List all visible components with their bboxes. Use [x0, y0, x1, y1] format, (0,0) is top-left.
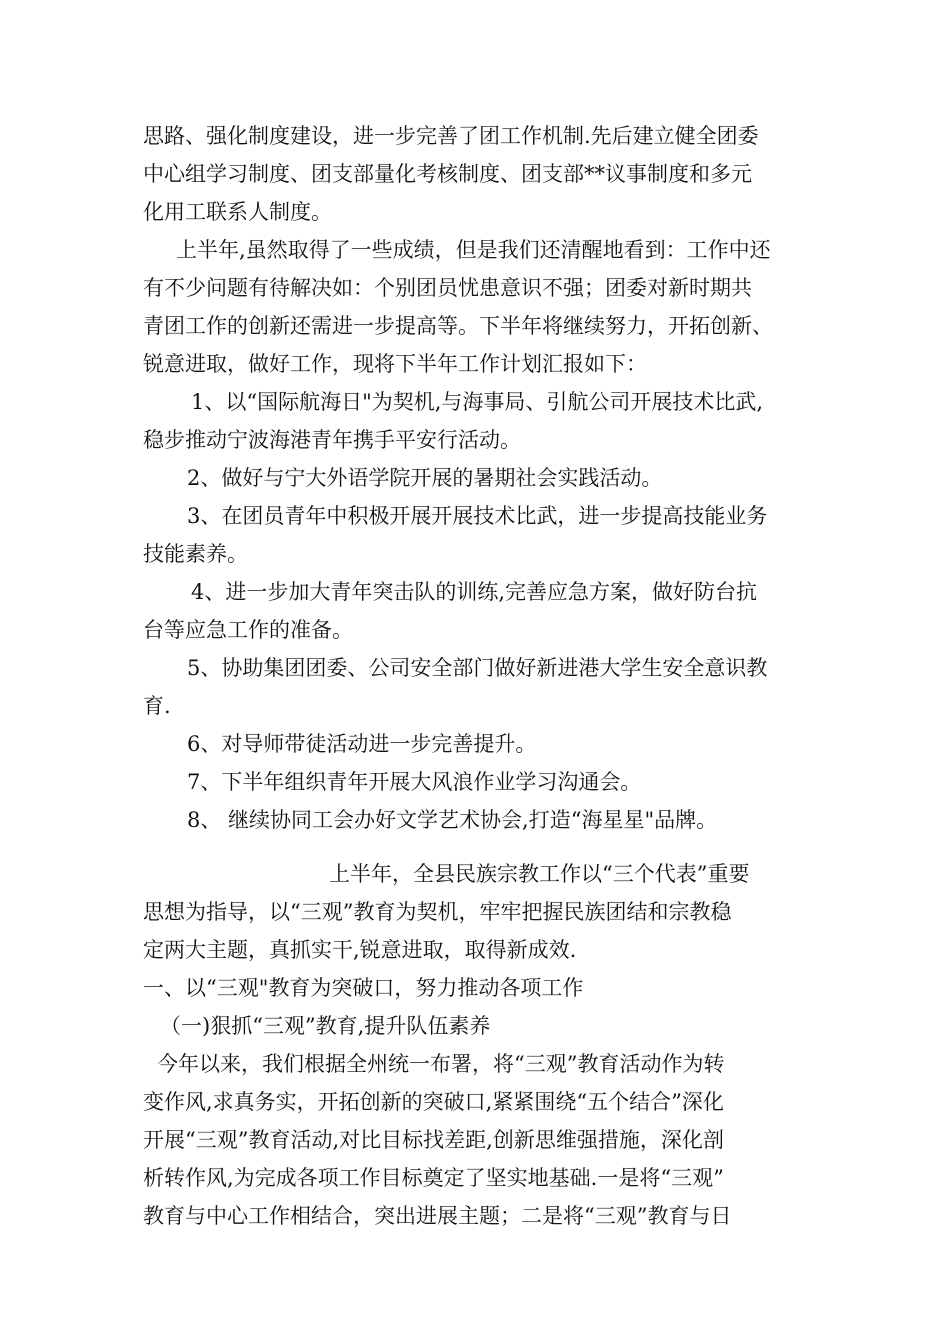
list-item: 1、以“国际航海日"为契机,与海事局、引航公司开展技术比武, [191, 390, 764, 414]
list-item: 5、协助集团团委、公司安全部门做好新进港大学生安全意识教 [187, 656, 768, 680]
text-line: 思想为指导，以“三观”教育为契机，牢牢把握民族团结和宗教稳 [143, 900, 732, 924]
text-line: 今年以来，我们根据全州统一布署，将“三观”教育活动作为转 [157, 1052, 725, 1076]
text-line: 稳步推动宁波海港青年携手平安行活动。 [143, 428, 521, 452]
text-line: 育. [143, 694, 171, 718]
text-line: 析转作风,为完成各项工作目标奠定了坚实地基础.一是将“三观” [143, 1166, 724, 1190]
text-line: 开展“三观”教育活动,对比目标找差距,创新思维强措施，深化剖 [143, 1128, 724, 1152]
text-line: 化用工联系人制度。 [143, 200, 332, 224]
list-item: 6、对导师带徒活动进一步完善提升。 [187, 732, 537, 756]
text-line: 青团工作的创新还需进一步提高等。下半年将继续努力，开拓创新、 [143, 314, 773, 338]
text-line: 上半年，全县民族宗教工作以“三个代表”重要 [329, 862, 750, 886]
text-line: 中心组学习制度、团支部量化考核制度、团支部**议事制度和多元 [143, 162, 752, 186]
text-line: 思路、强化制度建设，进一步完善了团工作机制.先后建立健全团委 [143, 124, 759, 148]
text-line: 教育与中心工作相结合，突出进展主题；二是将“三观”教育与日 [143, 1204, 732, 1228]
text-line: 变作风,求真务实，开拓创新的突破口,紧紧围绕“五个结合”深化 [143, 1090, 724, 1114]
text-line: 技能素养。 [143, 542, 248, 566]
text-line: 台等应急工作的准备。 [143, 618, 353, 642]
text-line: 有不少问题有待解决如：个别团员忧患意识不强；团委对新时期共 [143, 276, 752, 300]
list-item: 7、下半年组织青年开展大风浪作业学习沟通会。 [187, 770, 642, 794]
text-line: 锐意进取，做好工作，现将下半年工作计划汇报如下： [143, 352, 647, 376]
list-item: 2、做好与宁大外语学院开展的暑期社会实践活动。 [187, 466, 663, 490]
section-heading: 一、以“三观"教育为突破口，努力推动各项工作 [143, 976, 584, 1000]
text-line: 上半年,虽然取得了一些成绩，但是我们还清醒地看到：工作中还 [176, 238, 771, 262]
list-item: 4、进一步加大青年突击队的训练,完善应急方案，做好防台抗 [191, 580, 758, 604]
list-item: 8、 继续协同工会办好文学艺术协会,打造“海星星"品牌。 [187, 808, 718, 832]
subsection-heading: （一)狠抓“三观”教育,提升队伍素养 [160, 1014, 491, 1038]
list-item: 3、在团员青年中积极开展开展技术比武，进一步提高技能业务 [187, 504, 768, 528]
text-line: 定两大主题，真抓实干,锐意进取，取得新成效. [143, 938, 577, 962]
